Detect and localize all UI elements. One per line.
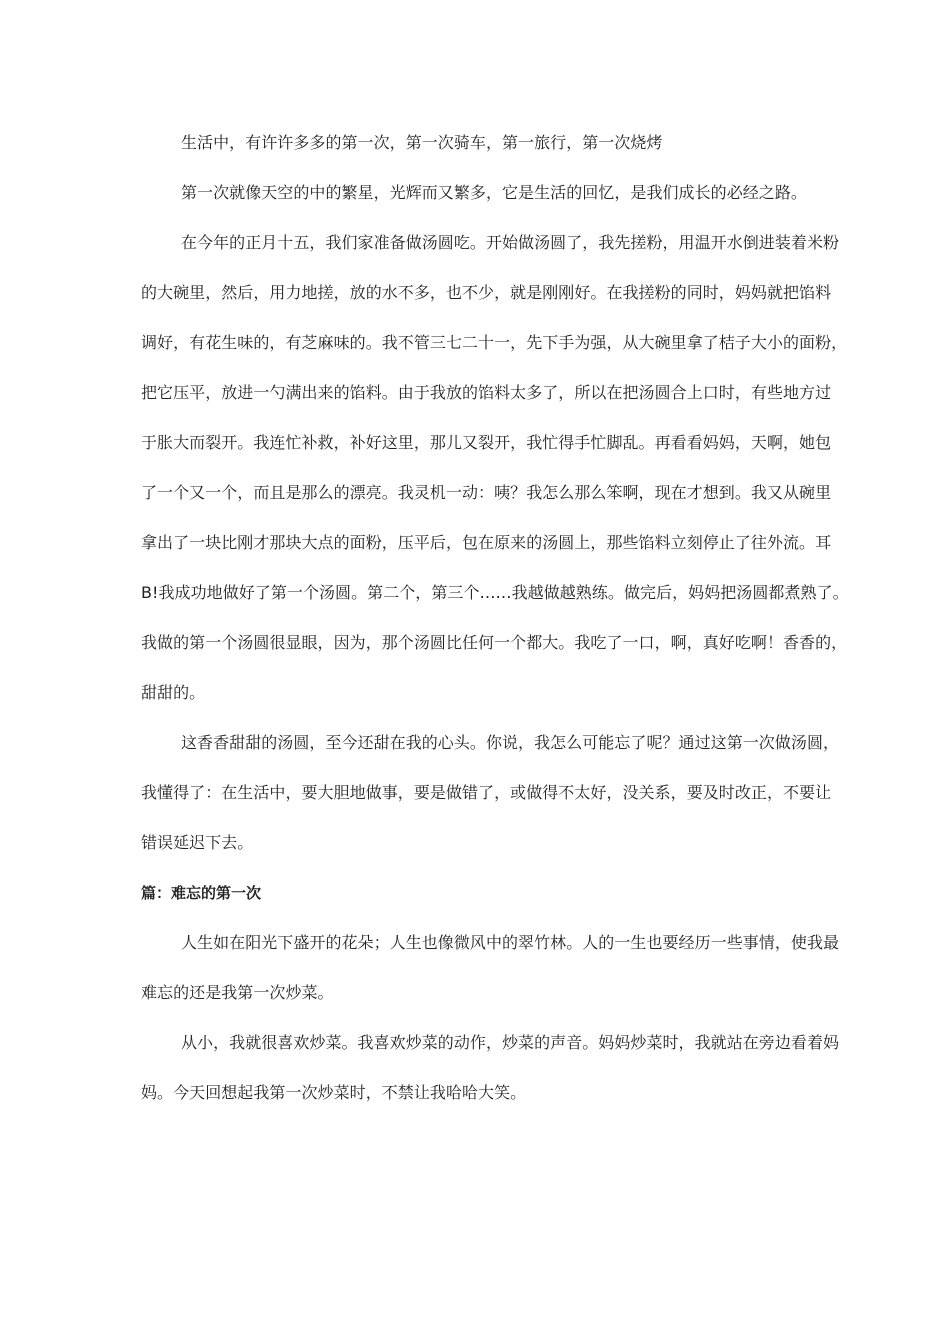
- document-page: [141, 126, 889, 1126]
- paragraph-line: 把它压平，放进一勺满出来的馅料。由于我放的馅料太多了，所以在把汤圆合上口时，有些地方过: [141, 383, 832, 402]
- paragraph-line: 甜甜的。: [141, 683, 206, 702]
- paragraph-line: 我做的第一个汤圆很显眼，因为，那个汤圆比任何一个都大。我吃了一口，啊，真好吃啊！香香的，: [141, 633, 848, 652]
- paragraph-line: 从小，我就很喜欢炒菜。我喜欢炒菜的动作，炒菜的声音。妈妈炒菜时，我就站在旁边看着妈: [181, 1033, 840, 1052]
- paragraph-line: 错误延迟下去。: [141, 833, 254, 852]
- paragraph-line: B!我成功地做好了第一个汤圆。第二个，第三个……我越做越熟练。做完后，妈妈把汤圆都煮熟了。: [141, 583, 849, 602]
- paragraph-line: 拿出了一块比刚才那块大点的面粉，压平后，包在原来的汤圆上，那些馅料立刻停止了往外流。耳: [141, 533, 832, 552]
- paragraph-line: 调好，有花生味的，有芝麻味的。我不管三七二十一，先下手为强，从大碗里拿了桔子大小的面粉，: [141, 333, 848, 352]
- paragraph-line: 第一次就像天空的中的繁星，光辉而又繁多，它是生活的回忆，是我们成长的必经之路。: [181, 183, 807, 202]
- section-heading: 篇：难忘的第一次: [141, 884, 262, 902]
- paragraph-line: 这香香甜甜的汤圆，至今还甜在我的心头。你说，我怎么可能忘了呢？通过这第一次做汤圆，: [181, 733, 840, 752]
- paragraph-line: 于胀大而裂开。我连忙补救，补好这里，那儿又裂开，我忙得手忙脚乱。再看看妈妈，天啊，她包: [141, 433, 832, 452]
- paragraph-line: 人生如在阳光下盛开的花朵；人生也像微风中的翠竹林。人的一生也要经历一些事情，使我最: [181, 933, 840, 952]
- paragraph-line: 生活中，有许许多多的第一次，第一次骑车，第一旅行，第一次烧烤: [181, 133, 663, 152]
- paragraph-line: 的大碗里，然后，用力地搓，放的水不多，也不少，就是刚刚好。在我搓粉的同时，妈妈就把馅料: [141, 283, 832, 302]
- paragraph-line: 在今年的正月十五，我们家准备做汤圆吃。开始做汤圆了，我先搓粉，用温开水倒进装着米粉: [181, 233, 840, 252]
- paragraph-line: 了一个又一个，而且是那么的漂亮。我灵机一动：咦？我怎么那么笨啊，现在才想到。我又从碗里: [141, 483, 832, 502]
- paragraph-line: 妈。今天回想起我第一次炒菜时，不禁让我哈哈大笑。: [141, 1083, 527, 1102]
- paragraph-line: 难忘的还是我第一次炒菜。: [141, 983, 334, 1002]
- paragraph-line: 我懂得了：在生活中，要大胆地做事，要是做错了，或做得不太好，没关系，要及时改正，不要让: [141, 783, 832, 802]
